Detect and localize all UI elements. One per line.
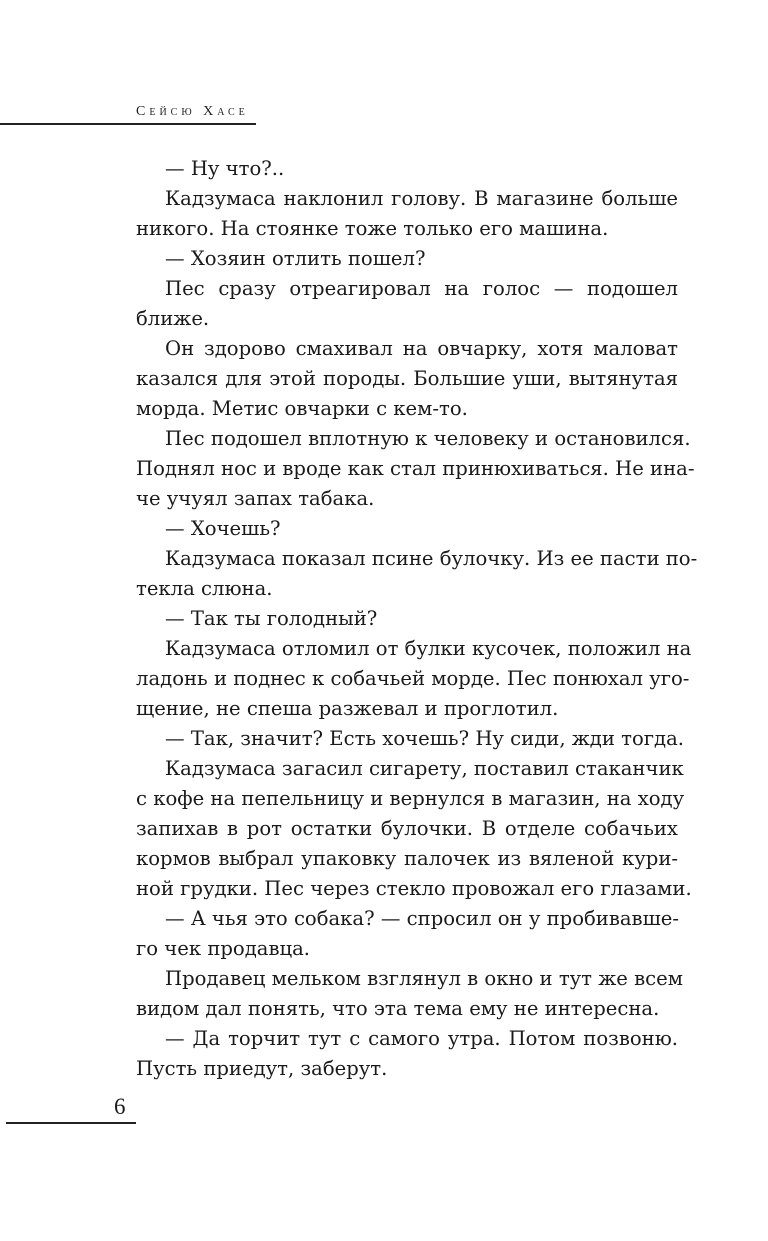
text-line: — Хозяин отлить пошел? xyxy=(165,247,426,270)
text-line: с кофе на пепельницу и вернулся в магазин, на ходу xyxy=(136,787,685,810)
text-line: че учуял запах табака. xyxy=(136,487,375,510)
text-line: Кадзумаса наклонил голову. В магазине больше xyxy=(165,187,678,210)
text-line: Пусть приедут, заберут. xyxy=(136,1057,388,1080)
text-line: видом дал понять, что эта тема ему не интересна. xyxy=(136,997,660,1020)
text-line: морда. Метис овчарки с кем-то. xyxy=(136,397,468,420)
body-text xyxy=(136,154,698,1084)
text-line: Пес сразу отреагировал на голос — подошел xyxy=(165,277,678,300)
text-line: — Ну что?.. xyxy=(165,157,285,180)
text-line: никого. На стоянке тоже только его машина. xyxy=(136,217,609,240)
text-line: Кадзумаса показал псине булочку. Из ее пасти по- xyxy=(165,547,698,570)
text-line: Продавец мельком взглянул в окно и тут же всем xyxy=(165,967,683,990)
text-line: — Хочешь? xyxy=(165,517,281,540)
page-number: 6 xyxy=(114,1094,126,1119)
text-line: — А чья это собака? — спросил он у пробивавше- xyxy=(165,907,680,930)
text-line: Кадзумаса загасил сигарету, поставил стаканчик xyxy=(165,757,684,780)
text-line: го чек продавца. xyxy=(136,937,310,960)
text-line: казался для этой породы. Большие уши, вытянутая xyxy=(136,367,678,390)
text-line: Поднял нос и вроде как стал принюхиваться. Не ина- xyxy=(136,457,695,480)
text-line: — Так, значит? Есть хочешь? Ну сиди, жди тогда. xyxy=(165,727,685,750)
text-line: — Так ты голодный? xyxy=(165,607,378,630)
text-line: ладонь и поднес к собачьей морде. Пес понюхал уго- xyxy=(136,667,690,690)
text-line: — Да торчит тут с самого утра. Потом позвоню. xyxy=(165,1027,678,1050)
text-line: ближе. xyxy=(136,307,210,330)
text-line: текла слюна. xyxy=(136,577,273,600)
text-line: Пес подошел вплотную к человеку и остановился. xyxy=(165,427,691,450)
text-line: Он здорово смахивал на овчарку, хотя маловат xyxy=(165,337,678,360)
footer-rule xyxy=(6,1122,136,1124)
text-line: запихав в рот остатки булочки. В отделе собачьих xyxy=(136,817,678,840)
text-line: кормов выбрал упаковку палочек из вяленой кури- xyxy=(136,847,678,870)
text-line: Кадзумаса отломил от булки кусочек, положил на xyxy=(165,637,692,660)
text-line: щение, не спеша разжевал и проглотил. xyxy=(136,697,559,720)
text-line: ной грудки. Пес через стекло провожал его глазами. xyxy=(136,877,692,900)
running-head-title: Сейсю Хасе xyxy=(136,104,249,119)
header-rule xyxy=(0,123,256,125)
